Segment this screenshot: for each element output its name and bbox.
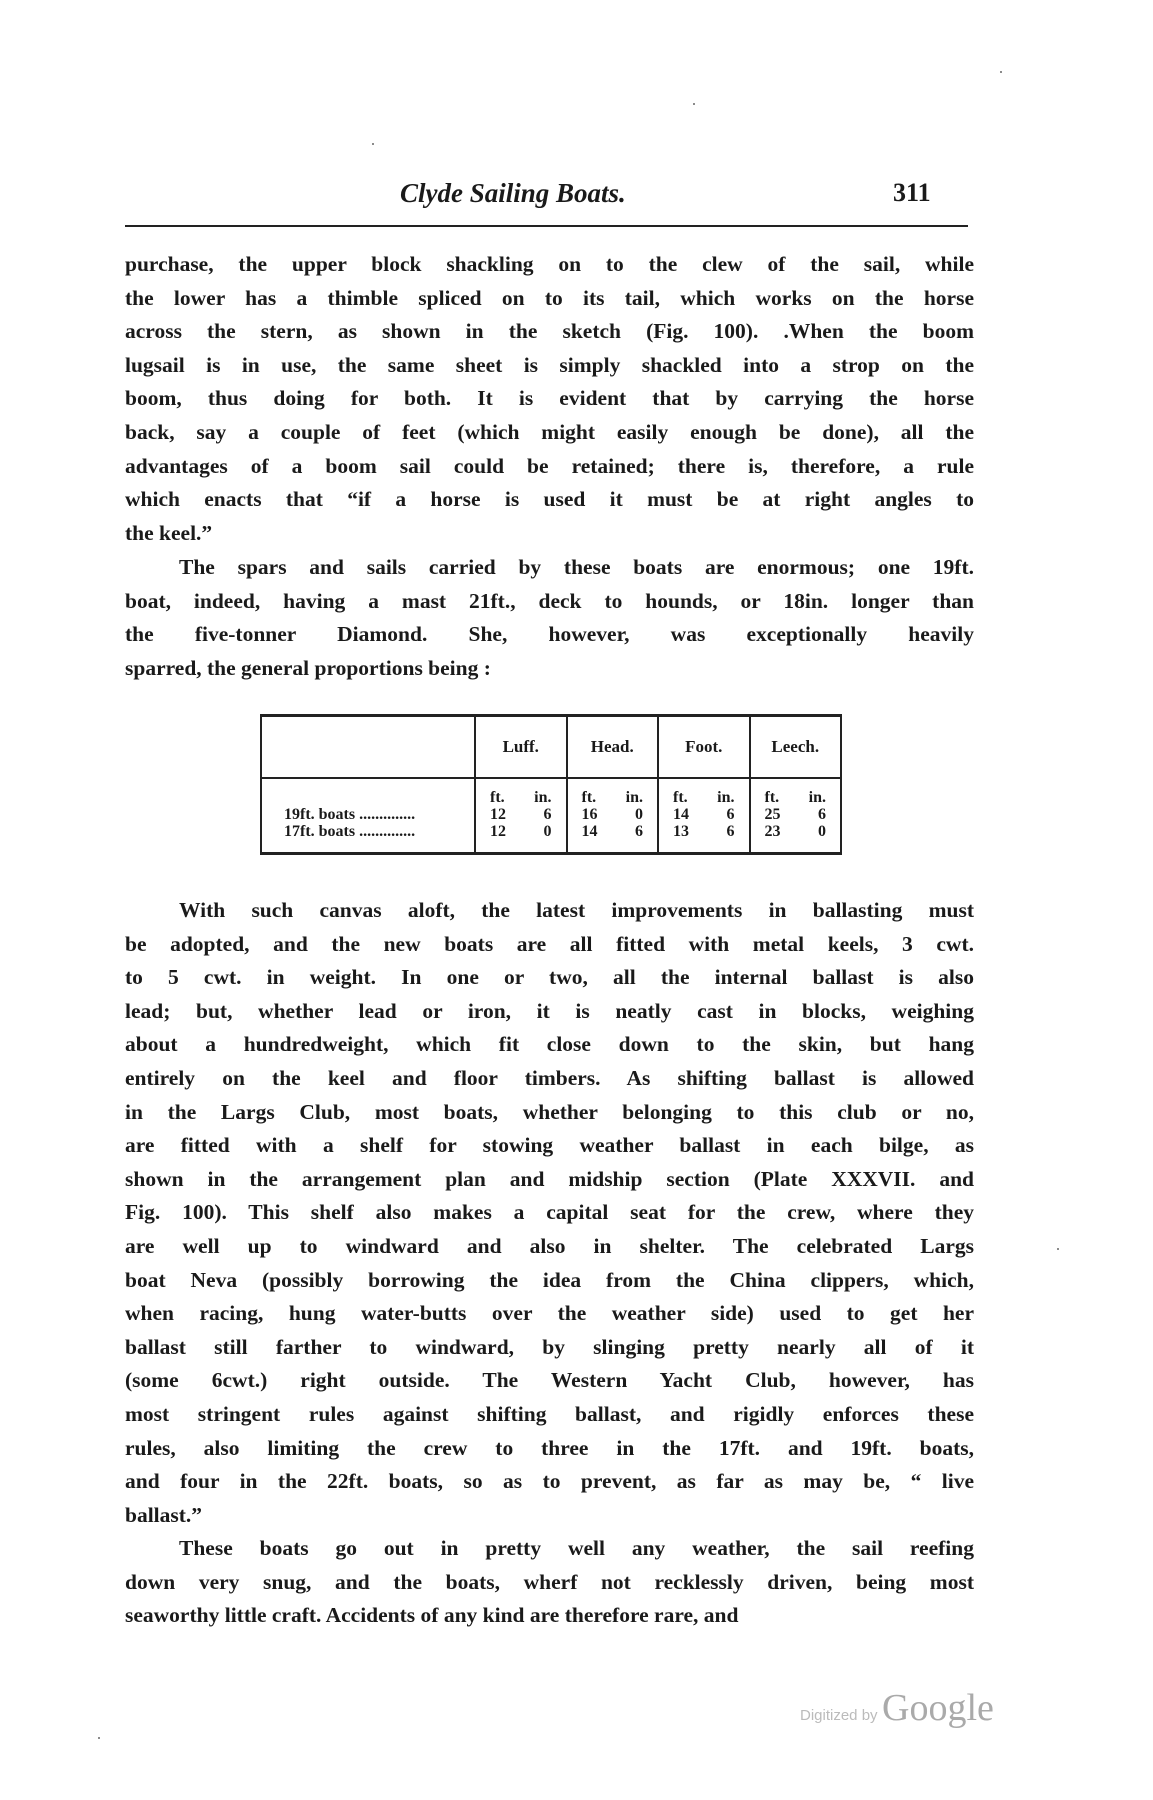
unit-in: in. (717, 789, 735, 806)
measurement-cell (658, 778, 750, 854)
text-line: boat Neva (possibly borrowing the idea from the China clippers, which, (125, 1267, 974, 1292)
text-line: shown in the arrangement plan and midship section (Plate XXXVII. and (125, 1166, 974, 1191)
text-line: about a hundredweight, which fit close down to the skin, but hang (125, 1032, 974, 1057)
text-line: lugsail is in use, the same sheet is simply shackled into a strop on the (125, 352, 974, 377)
unit-in: in. (808, 789, 826, 806)
unit-ft: ft. (490, 789, 505, 806)
header-rule (125, 225, 968, 227)
text-line: sparred, the general proportions being : (125, 655, 491, 680)
value-in: 0 (635, 806, 643, 823)
value-in: 6 (726, 806, 735, 823)
paragraph-2 (125, 551, 974, 685)
digitized-by-google-watermark (800, 1686, 994, 1730)
unit-ft: ft. (673, 789, 688, 806)
text-line: are well up to windward and also in shelter. The celebrated Largs (125, 1233, 974, 1258)
text-line: lead; but, whether lead or iron, it is neatly cast in blocks, weighing (125, 998, 974, 1023)
paper-speck (372, 143, 374, 145)
value-ft: 23 (764, 823, 781, 840)
table-header-row (261, 716, 841, 779)
value-in: 6 (818, 806, 826, 823)
text-line: the lower has a thimble spliced on to its tail, which works on the horse (125, 285, 974, 310)
column-header: Leech. (750, 716, 842, 779)
value-ft: 14 (581, 823, 598, 840)
text-line: are fitted with a shelf for stowing weather ballast in each bilge, as (125, 1133, 974, 1158)
text-line: advantages of a boom sail could be retained; there is, therefore, a rule (125, 453, 974, 478)
running-head-title: Clyde Sailing Boats. (400, 178, 626, 208)
text-line: boom, thus doing for both. It is evident that by carrying the horse (125, 386, 974, 411)
measurement-cell (750, 778, 842, 854)
text-line: ballast.” (125, 1502, 203, 1527)
paper-speck (693, 103, 695, 105)
text-line: ballast still farther to windward, by slinging pretty nearly all of it (125, 1334, 974, 1359)
text-line: rules, also limiting the crew to three in the 17ft. and 19ft. boats, (125, 1435, 974, 1460)
text-line: back, say a couple of feet (which might easily enough be done), all the (125, 419, 974, 444)
column-header: Foot. (658, 716, 750, 779)
value-in: 0 (543, 823, 552, 840)
sail-proportions-table (260, 714, 842, 855)
text-line: Fig. 100). This shelf also makes a capital seat for the crew, where they (125, 1200, 974, 1225)
text-line: (some 6cwt.) right outside. The Western Yacht Club, however, has (125, 1368, 974, 1393)
text-line: and four in the 22ft. boats, so as to prevent, as far as may be, “ live (125, 1469, 974, 1494)
value-in: 6 (635, 823, 643, 840)
unit-in: in. (534, 789, 552, 806)
text-line: boat, indeed, having a mast 21ft., deck to hounds, or 18in. longer than (125, 588, 974, 613)
paper-speck (98, 1737, 100, 1739)
value-ft: 13 (673, 823, 689, 840)
value-ft: 12 (490, 823, 506, 840)
paragraph-3 (125, 894, 974, 1532)
paragraph-1 (125, 248, 974, 550)
text-line: entirely on the keel and floor timbers. As shifting ballast is allowed (125, 1065, 974, 1090)
value-ft: 12 (490, 806, 506, 823)
text-line: purchase, the upper block shackling on to the clew of the sail, while (125, 252, 974, 276)
column-header: Head. (567, 716, 659, 779)
measurement-cell (567, 778, 659, 854)
table-header-blank (261, 716, 475, 779)
column-header: Luff. (475, 716, 567, 779)
text-line: which enacts that “if a horse is used it must be at right angles to (125, 487, 974, 512)
value-ft: 16 (581, 806, 598, 823)
page-number: 311 (893, 178, 931, 207)
text-line: most stringent rules against shifting ballast, and rigidly enforces these (125, 1401, 974, 1426)
value-in: 0 (818, 823, 826, 840)
value-ft: 25 (764, 806, 781, 823)
value-ft: 14 (673, 806, 689, 823)
text-line: seaworthy little craft. Accidents of any kind are therefore rare, and (125, 1603, 739, 1628)
text-line: down very snug, and the boats, wherf not recklessly driven, being most (125, 1569, 974, 1594)
text-line: in the Largs Club, most boats, whether belonging to this club or no, (125, 1099, 974, 1124)
text-line: when racing, hung water-butts over the weather side) used to get her (125, 1301, 974, 1326)
text-line: The spars and sails carried by these boats are enormous; one 19ft. (179, 555, 974, 579)
table-body-row (261, 778, 841, 854)
row-labels (261, 778, 475, 854)
unit-in: in. (625, 789, 643, 806)
text-line: to 5 cwt. in weight. In one or two, all the internal ballast is also (125, 965, 974, 990)
value-in: 6 (543, 806, 552, 823)
unit-ft: ft. (581, 789, 597, 806)
text-line: With such canvas aloft, the latest improvements in ballasting must (179, 898, 974, 922)
text-line: the keel.” (125, 520, 213, 545)
measurement-cell (475, 778, 567, 854)
text-line: the five-tonner Diamond. She, however, was exceptionally heavily (125, 622, 974, 647)
unit-ft: ft. (764, 789, 780, 806)
value-in: 6 (726, 823, 735, 840)
text-line: be adopted, and the new boats are all fitted with metal keels, 3 cwt. (125, 931, 974, 956)
paragraph-4 (125, 1532, 974, 1633)
watermark-prefix: Digitized by (800, 1707, 878, 1724)
text-line: across the stern, as shown in the sketch (Fig. 100). .When the boom (125, 319, 974, 344)
row-label: 17ft. boats .............. (284, 823, 416, 840)
text-line: These boats go out in pretty well any weather, the sail reefing (179, 1536, 974, 1560)
paper-speck (1057, 1248, 1059, 1250)
google-logo: Google (882, 1687, 994, 1729)
row-label: 19ft. boats .............. (284, 806, 416, 823)
paper-speck (1000, 71, 1002, 73)
